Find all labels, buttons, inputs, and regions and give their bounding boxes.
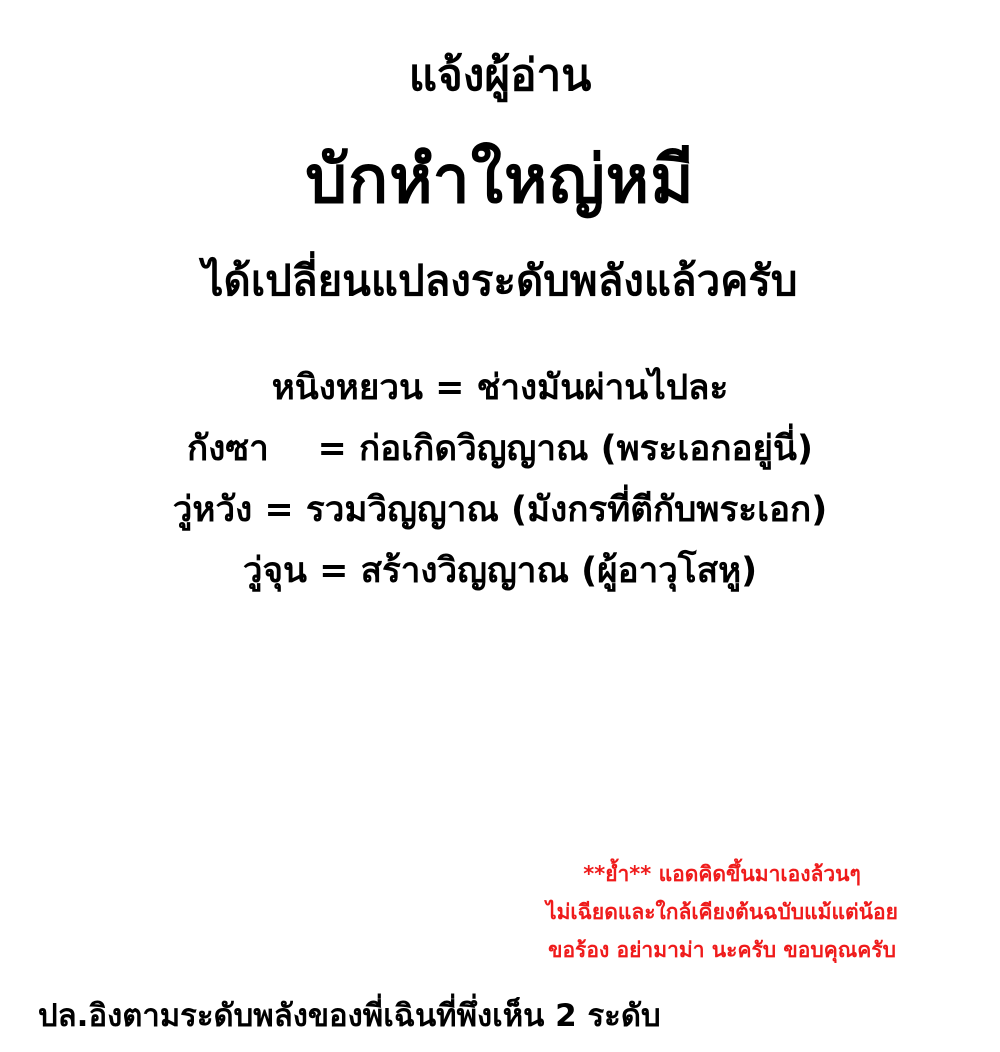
disclaimer-line: **ย้ำ** แอดคิดขึ้นมาเองล้วนๆ [583, 862, 861, 886]
glossary-entry: วู่จุน = สร้างวิญญาณ (ผู้อาวุโสหู) [242, 551, 758, 592]
power-level-glossary [0, 368, 1000, 592]
page-title: บักหำใหญ่หมี [305, 141, 695, 219]
glossary-entry: หนิงหยวน = ช่างมันผ่านไปละ [271, 368, 729, 409]
disclaimer-line: ไม่เฉียดและใกล้เคียงต้นฉบับแม้แต่น้อย [546, 900, 898, 924]
glossary-entry: กังซา = ก่อเกิดวิญญาณ (พระเอกอยู่นี่) [187, 429, 813, 470]
footnote-text: ปล.อิงตามระดับพลังของพี่เฉินที่พึ่งเห็น 2 ระดับ [38, 998, 661, 1034]
disclaimer-line: ขอร้อง อย่ามาม่า นะครับ ขอบคุณครับ [548, 938, 896, 962]
document-page [0, 52, 1000, 1052]
glossary-entry: วู่หวัง = รวมวิญญาณ (มังกรที่ตีกับพระเอก) [172, 490, 828, 531]
disclaimer-block [502, 864, 942, 978]
page-subtitle: ได้เปลี่ยนแปลงระดับพลังแล้วครับ [202, 255, 798, 305]
notice-heading: แจ้งผู้อ่าน [408, 50, 592, 101]
